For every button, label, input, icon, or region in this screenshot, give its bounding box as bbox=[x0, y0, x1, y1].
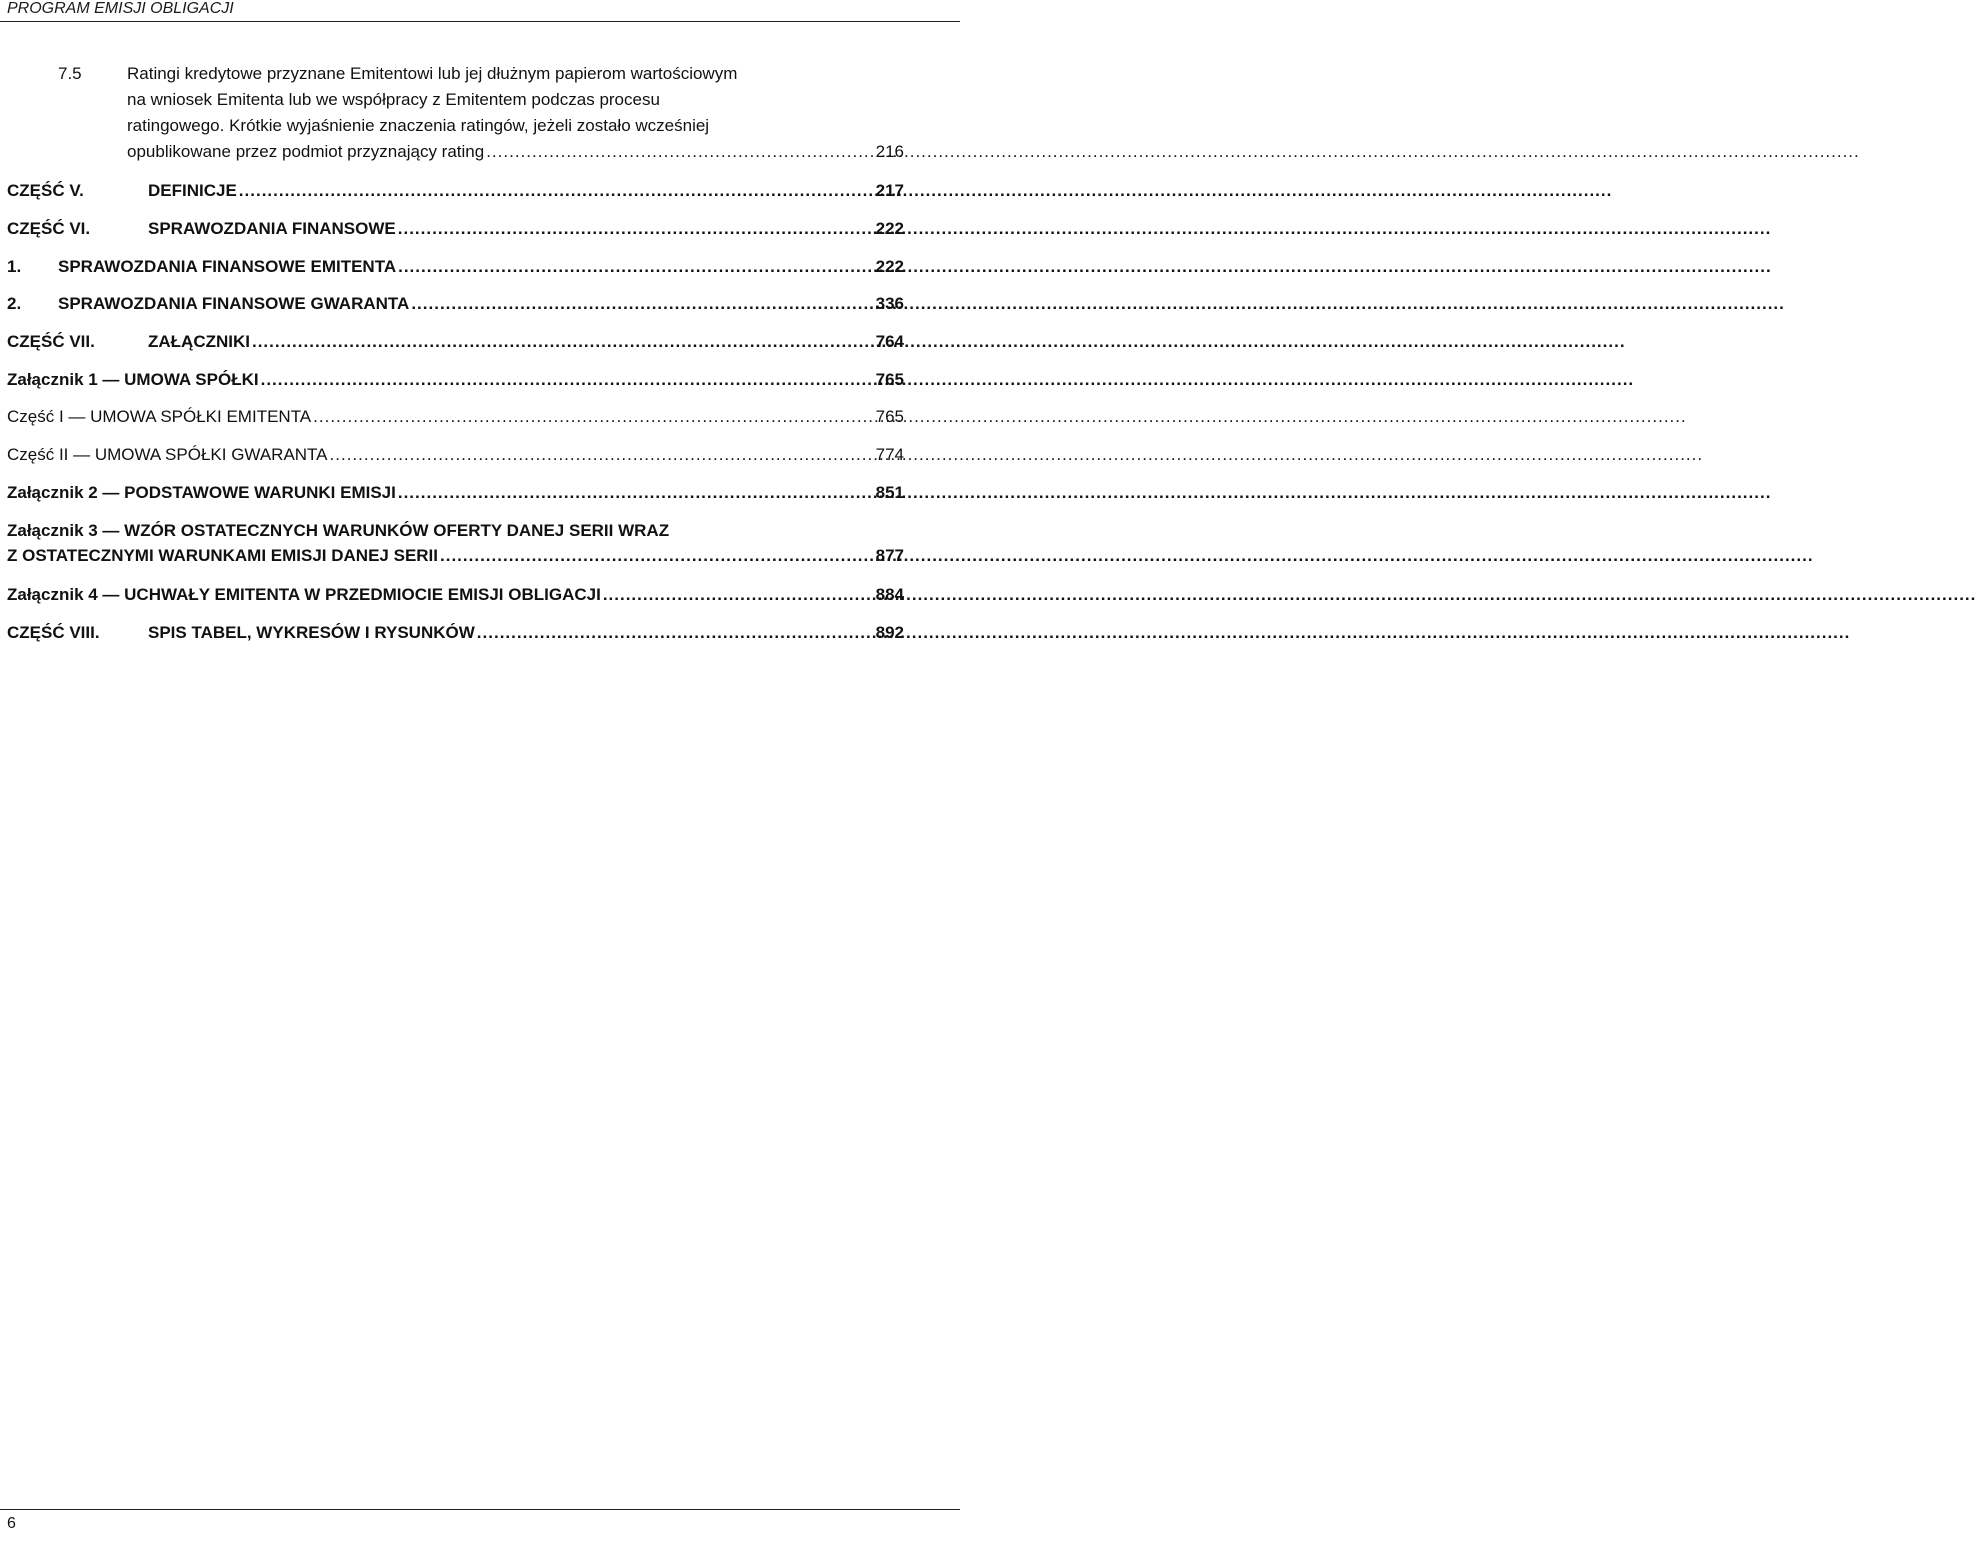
dot-leader bbox=[603, 582, 874, 607]
toc-page-number: 336 bbox=[875, 294, 904, 313]
toc-entry-text bbox=[127, 61, 904, 165]
footer-rule bbox=[0, 1509, 960, 1510]
dot-leader bbox=[398, 216, 874, 241]
toc-page-number: 884 bbox=[875, 585, 904, 604]
toc-entry-number: 1. bbox=[7, 257, 22, 276]
toc-entry-annex-1-part-ii[interactable] bbox=[7, 442, 904, 467]
toc-entry-title: Załącznik 3 — WZÓR OSTATECZNYCH WARUNKÓW OFERTY DANEJ SERII WRAZ bbox=[7, 521, 670, 540]
dot-leader bbox=[239, 178, 874, 203]
toc-entry-title: Załącznik 4 — UCHWAŁY EMITENTA W PRZEDMIOCIE EMISJI OBLIGACJI bbox=[7, 585, 601, 604]
toc-entry-annex-3[interactable] bbox=[7, 518, 904, 570]
toc-entry-last-line bbox=[127, 139, 904, 165]
toc-page-number: 774 bbox=[875, 445, 904, 464]
dot-leader bbox=[440, 543, 874, 568]
dot-leader bbox=[477, 620, 874, 645]
toc-entry-part-vi[interactable] bbox=[7, 216, 904, 241]
toc-entry-annex-4[interactable] bbox=[7, 582, 904, 607]
toc-entry-part-viii[interactable] bbox=[7, 620, 904, 645]
dot-leader bbox=[261, 367, 874, 392]
dot-leader bbox=[313, 404, 873, 429]
toc-entry-number: CZĘŚĆ VI. bbox=[7, 219, 91, 238]
toc-entry-last-line bbox=[7, 543, 904, 568]
toc-page-number: 877 bbox=[875, 546, 904, 565]
toc-entry-title: Z OSTATECZNYMI WARUNKAMI EMISJI DANEJ SERII bbox=[7, 546, 439, 565]
dot-leader bbox=[252, 329, 874, 354]
toc-page-number: 765 bbox=[875, 407, 904, 426]
toc-entry-title: Załącznik 1 — UMOWA SPÓŁKI bbox=[7, 370, 259, 389]
toc-page-number: 892 bbox=[875, 623, 904, 642]
toc-entry-part-vii[interactable] bbox=[7, 329, 904, 354]
toc-entry-title: SPIS TABEL, WYKRESÓW I RYSUNKÓW bbox=[148, 623, 475, 642]
toc-entry-annex-1-part-i[interactable] bbox=[7, 404, 904, 429]
toc-entry-title: SPRAWOZDANIA FINANSOWE EMITENTA bbox=[58, 257, 397, 276]
toc-page-number: 765 bbox=[875, 370, 904, 389]
dot-leader bbox=[330, 442, 874, 467]
toc-entry-title: ZAŁĄCZNIKI bbox=[148, 332, 250, 351]
toc-page-number: 222 bbox=[875, 257, 904, 276]
toc-entry-number: 2. bbox=[7, 294, 22, 313]
toc-entry-financial-issuer[interactable] bbox=[7, 254, 904, 279]
toc-entry-number: CZĘŚĆ V. bbox=[7, 181, 84, 200]
toc-entry-part-v[interactable] bbox=[7, 178, 904, 203]
toc-entry-annex-1[interactable] bbox=[7, 367, 904, 392]
toc-entry-title: SPRAWOZDANIA FINANSOWE bbox=[148, 219, 396, 238]
toc-page-number: 222 bbox=[875, 219, 904, 238]
dot-leader bbox=[398, 480, 874, 505]
toc-entry-number: 7.5 bbox=[58, 64, 82, 83]
page-number: 6 bbox=[7, 1515, 16, 1532]
toc-page-number: 216 bbox=[875, 142, 904, 161]
dot-leader bbox=[411, 291, 873, 316]
dot-leader bbox=[398, 254, 874, 279]
toc-page-number: 217 bbox=[875, 181, 904, 200]
toc-entry-line: opublikowane przez podmiot przyznający rating bbox=[127, 142, 485, 161]
toc-entry-line: Ratingi kredytowe przyznane Emitentowi lub jej dłużnym papierom wartościowym bbox=[127, 64, 738, 83]
toc-entry-number: CZĘŚĆ VII. bbox=[7, 332, 95, 351]
toc-entry-financial-guarantor[interactable] bbox=[7, 291, 904, 316]
toc-entry-title: SPRAWOZDANIA FINANSOWE GWARANTA bbox=[58, 294, 410, 313]
toc-entry-number: CZĘŚĆ VIII. bbox=[7, 623, 100, 642]
toc-entry-title: DEFINICJE bbox=[148, 181, 237, 200]
toc-entry-title: Część II — UMOWA SPÓŁKI GWARANTA bbox=[7, 445, 328, 464]
running-header-title: PROGRAM EMISJI OBLIGACJI bbox=[7, 0, 234, 17]
toc-entry-annex-2[interactable] bbox=[7, 480, 904, 505]
header-rule bbox=[0, 21, 960, 22]
toc-entry-line: ratingowego. Krótkie wyjaśnienie znaczenia ratingów, jeżeli zostało wcześniej bbox=[127, 116, 710, 135]
dot-leader bbox=[486, 139, 873, 164]
toc-entry-7-5[interactable] bbox=[7, 61, 904, 165]
toc-page-number: 764 bbox=[875, 332, 904, 351]
toc-entry-title: Załącznik 2 — PODSTAWOWE WARUNKI EMISJI bbox=[7, 483, 396, 502]
page-header bbox=[0, 0, 960, 24]
toc-page-number: 851 bbox=[875, 483, 904, 502]
toc-entry-line: na wniosek Emitenta lub we współpracy z Emitentem podczas procesu bbox=[127, 90, 660, 109]
toc-entry-title: Część I — UMOWA SPÓŁKI EMITENTA bbox=[7, 407, 312, 426]
